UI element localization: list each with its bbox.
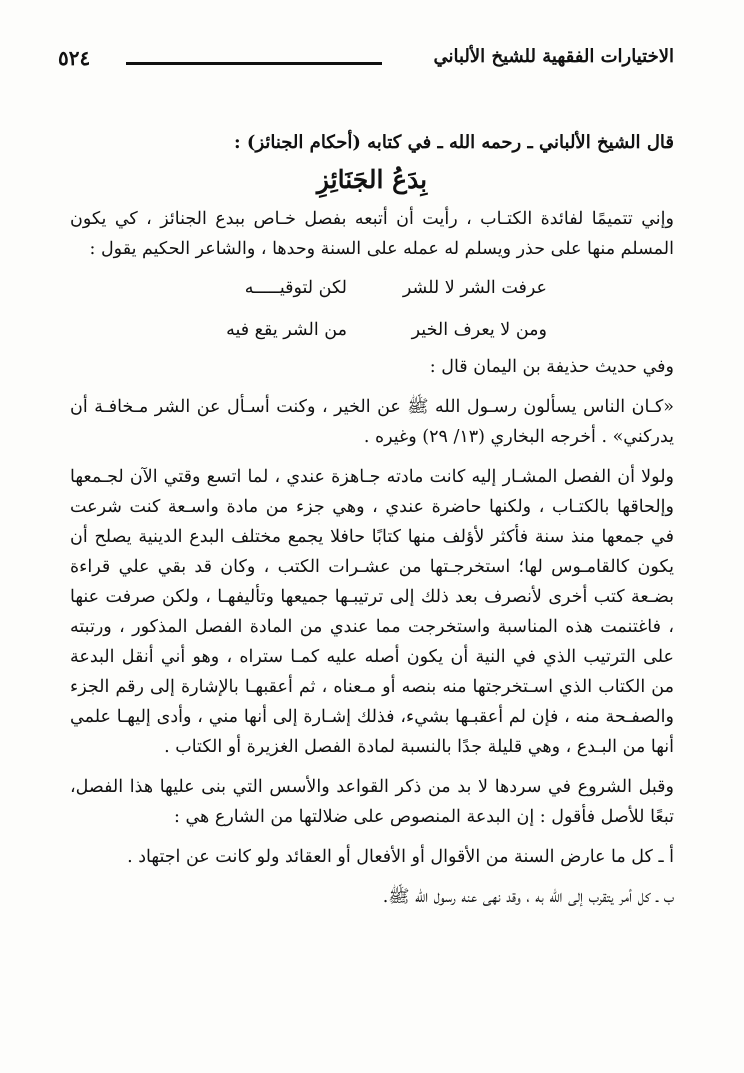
verse-gap xyxy=(347,312,397,348)
verse-gap xyxy=(347,270,397,306)
list-item-a: أ ـ كل ما عارض السنة من الأقوال أو الأفعال أو العقائد ولو كانت عن اجتهاد . xyxy=(127,847,674,867)
section-heading: بِدَعُ الجَنَائِزِ xyxy=(316,165,428,194)
page-header xyxy=(58,44,674,74)
header-rule xyxy=(126,62,382,65)
paragraph-1: وإني تتميمًا لفائدة الكتـاب ، رأيت أن أتبعه بفصل خـاص ببدع الجنائز ، كي يكون المسلم منها على حذر ويسلم له عمله على السنة وحدها ، والشاعر الحكيم يقول : xyxy=(70,209,674,259)
page-number: ٥٢٤ xyxy=(58,46,91,70)
verse-line-2 xyxy=(70,312,674,348)
list-item-b: ب ـ كل أمر يتقرب إلى الله به ، وقد نهى عنه رسول الله ﷺ. xyxy=(382,887,674,907)
page-body xyxy=(70,128,674,912)
verse-2-first-hemistich: ومن لا يعرف الخير xyxy=(411,320,547,340)
verse-1-second-hemistich: لكن لتوقيـــــه xyxy=(244,278,347,298)
spacer xyxy=(70,832,674,842)
paragraph-4: ولولا أن الفصل المشـار إليه كانت مادته جـاهزة عندي ، لما اتسع وقتي الآن لجـمعها وإلحاقها بالكتـاب ، ولكنها حاضرة عندي ، وهي جزء من مادة واسـعة كنت شرعت في جمعها منذ سنة فأكثر لأؤلف منها كتابًا حافلا يجمع مختلف البدع الدينية يصلح أن يكون كالقامـوس لها؛ استخرجـتها من عشـرات الكتب ، وكان قد بقي علي قراءة بضـعة كتب أخرى لأنصرف بعد ذلك إلى ترتيبـها جميعها وتأليفهـا ، ولكن صرفت عنها ، فاغتنمت هذه المناسبة واستخرجت مما عندي من المادة الفصل المذكور ، ورتبته على الترتيب الذي في النية أن يكون أصله عليه كمـا ستراه ، وهو أني أنقل البدعة من الكتاب الذي اسـتخرجتها منه بنصه أو مـعناه ، ثم أعقبهـا بالإشارة إلى رقم الجزء والصفـحة منه ، فإن لم أعقبـها بشيء، فذلك إشـارة إلى أنها مني ، وأدى إليهـا علمي أنها من البـدع ، وهي قليلة جدًا بالنسبة لمادة الفصل الغزيرة أو الكتاب . xyxy=(70,467,674,757)
paragraph-2: وفي حديث حذيفة بن اليمان قال : xyxy=(429,357,674,377)
spacer xyxy=(70,762,674,772)
paragraph-5: وقبل الشروع في سردها لا بد من ذكر القواعد والأسس التي بنى عليها هذا الفصل، تبعًا للأصل فأقول : إن البدعة المنصوص على ضلالتها من الشارع هي : xyxy=(70,777,674,827)
verse-2-second-hemistich: من الشر يقع فيه xyxy=(226,320,347,340)
intro-line: قال الشيخ الألباني ـ رحمه الله ـ في كتابه (أحكام الجنائز) : xyxy=(234,132,674,153)
verse-1-first-hemistich: عرفت الشر لا للشر xyxy=(402,278,547,298)
hadith-quote: «كـان الناس يسألون رسـول الله ﷺ عن الخير ، وكنت أسـأل عن الشر مـخافـة أن يدركني» . أخرجه البخاري (١٣/ ٢٩) وغيره . xyxy=(70,397,674,447)
spacer xyxy=(70,452,674,462)
verse-line-1 xyxy=(70,270,674,306)
spacer xyxy=(70,872,674,882)
running-title: الاختيارات الفقهية للشيخ الألباني xyxy=(433,46,674,67)
spacer xyxy=(70,382,674,392)
